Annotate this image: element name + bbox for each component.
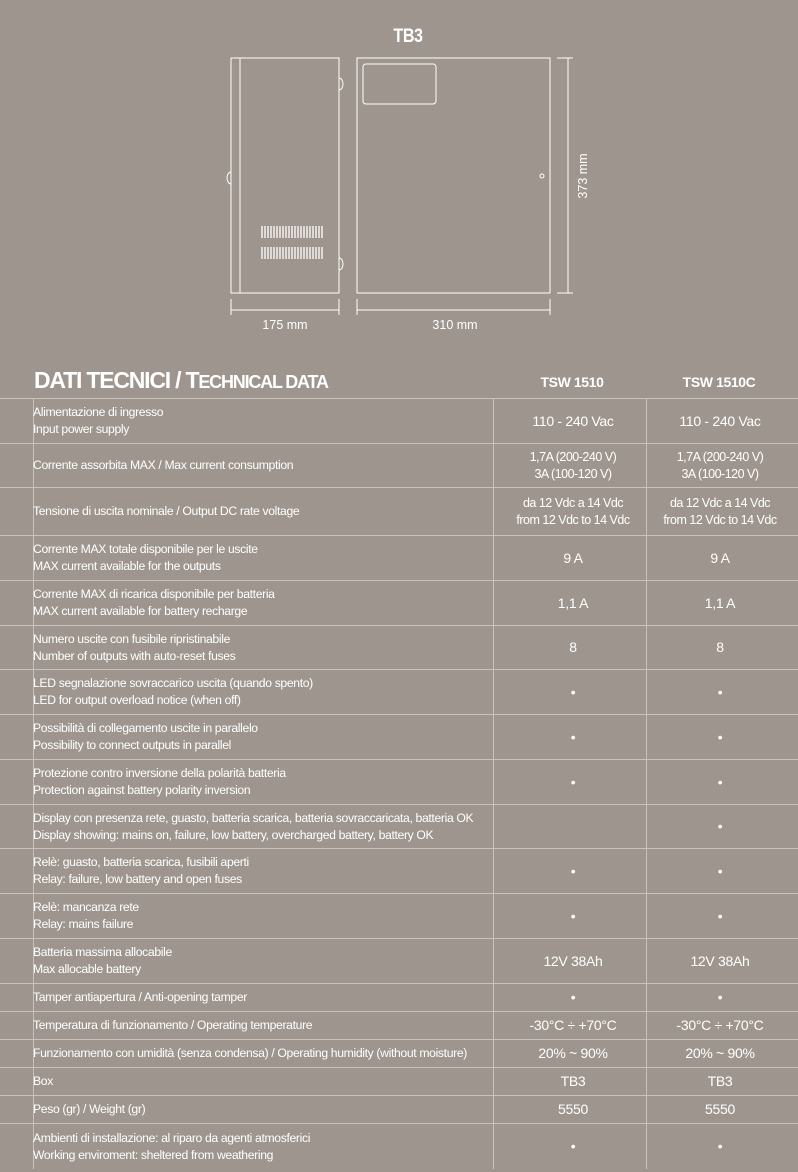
table-row <box>0 893 798 938</box>
row-gutter <box>0 444 34 487</box>
table-row <box>0 580 798 625</box>
technical-data-header <box>0 364 798 398</box>
table-row <box>0 714 798 759</box>
value-tsw1510c <box>647 581 793 625</box>
row-label-it: Corrente MAX totale disponibile per le uscite <box>33 542 258 556</box>
value-line: • <box>570 989 576 1005</box>
table-row <box>0 487 798 535</box>
row-label <box>33 715 494 759</box>
value-tsw1510c <box>647 1124 793 1169</box>
row-label <box>33 805 494 848</box>
value-tsw1510c <box>647 760 793 804</box>
row-gutter <box>0 760 34 804</box>
value-line: TB3 <box>560 1073 586 1089</box>
value-line: • <box>570 907 576 924</box>
value-line: 1,1 A <box>704 594 736 611</box>
value-line: from 12 Vdc to 14 Vdc <box>663 512 777 527</box>
value-tsw1510c <box>647 715 793 759</box>
value-line: • <box>717 1138 723 1154</box>
value-tsw1510 <box>500 984 647 1011</box>
value-tsw1510c <box>647 984 793 1011</box>
table-row <box>0 535 798 580</box>
table-row <box>0 1123 798 1169</box>
row-label-it: Corrente assorbita MAX / Max current consumption <box>33 458 294 472</box>
value-tsw1510c <box>647 488 793 535</box>
table-row <box>0 1039 798 1067</box>
row-label-it: Batteria massima allocabile <box>33 945 172 959</box>
value-line: 5550 <box>705 1101 735 1117</box>
row-gutter <box>0 536 34 580</box>
value-line: 9 A <box>710 549 730 566</box>
row-gutter <box>0 1096 34 1123</box>
value-tsw1510c <box>647 805 793 848</box>
row-label <box>33 626 494 669</box>
value-tsw1510 <box>500 1068 647 1095</box>
row-label-it: Numero uscite con fusibile ripristinabile <box>33 631 230 646</box>
table-row <box>0 983 798 1011</box>
value-tsw1510c <box>647 536 793 580</box>
value-line: 3A (100-120 V) <box>534 466 612 481</box>
value-line: 110 - 240 Vac <box>679 412 761 429</box>
row-label <box>33 1040 494 1067</box>
row-gutter <box>0 805 34 848</box>
value-line: • <box>717 989 723 1005</box>
value-line: 3A (100-120 V) <box>681 466 759 481</box>
value-line: TB3 <box>707 1073 733 1089</box>
table-row <box>0 759 798 804</box>
value-tsw1510c <box>647 1040 793 1067</box>
row-label <box>33 894 494 938</box>
value-line: 1,7A (200-240 V) <box>529 449 617 464</box>
row-label <box>33 488 494 535</box>
row-label-en: LED for output overload notice (when off) <box>33 693 241 707</box>
depth-label: 310 mm <box>432 318 478 332</box>
value-line: • <box>570 773 576 790</box>
value-tsw1510 <box>500 626 647 669</box>
value-tsw1510 <box>500 849 647 893</box>
value-line: 110 - 240 Vac <box>532 412 614 429</box>
row-gutter <box>0 939 34 983</box>
value-tsw1510 <box>500 715 647 759</box>
value-line: 12V 38Ah <box>690 952 750 969</box>
table-row <box>0 398 798 443</box>
value-line: 20% ~ 90% <box>538 1045 608 1061</box>
table-row <box>0 1067 798 1095</box>
row-gutter <box>0 984 34 1011</box>
value-line: 9 A <box>563 549 583 566</box>
row-label-it: Relè: mancanza rete <box>33 900 139 914</box>
value-line: 5550 <box>558 1101 588 1117</box>
row-gutter <box>0 1124 34 1169</box>
column-header-tsw1510c: TSW 1510C <box>682 374 756 390</box>
row-label-it: Temperatura di funzionamento / Operating temperature <box>33 1018 313 1032</box>
value-line: • <box>717 683 723 700</box>
row-label-it: Corrente MAX di ricarica disponibile per batteria <box>33 587 275 601</box>
row-label <box>33 984 494 1011</box>
value-tsw1510c <box>647 1012 793 1039</box>
value-tsw1510 <box>500 1012 647 1039</box>
value-tsw1510c <box>647 444 793 487</box>
row-label <box>33 536 494 580</box>
row-label-it: Relè: guasto, batteria scarica, fusibili aperti <box>33 855 249 869</box>
width-label: 175 mm <box>262 318 308 332</box>
row-label-en: Display showing: mains on, failure, low battery, overcharged battery, battery OK <box>33 827 434 842</box>
table-row <box>0 848 798 893</box>
value-line: • <box>717 728 723 745</box>
row-label-it: Tamper antiapertura / Anti-opening tamper <box>33 990 247 1004</box>
row-label-it: Display con presenza rete, guasto, batteria scarica, batteria sovraccaricata, batteria OK <box>33 810 474 825</box>
row-label <box>33 939 494 983</box>
height-label: 373 mm <box>576 153 590 199</box>
row-label-en: Number of outputs with auto-reset fuses <box>33 648 236 663</box>
drawing-labels <box>0 0 798 350</box>
table-row <box>0 1095 798 1123</box>
row-label <box>33 1012 494 1039</box>
row-label <box>33 1096 494 1123</box>
row-label <box>33 670 494 714</box>
row-gutter <box>0 1068 34 1095</box>
value-line: • <box>570 862 576 879</box>
value-tsw1510 <box>500 939 647 983</box>
value-tsw1510 <box>500 488 647 535</box>
row-label-it: Box <box>33 1074 53 1088</box>
value-line: 20% ~ 90% <box>685 1045 755 1061</box>
row-label-it: Funzionamento con umidità (senza condensa) / Operating humidity (without moisture) <box>33 1046 467 1060</box>
row-label-en: Relay: failure, low battery and open fuses <box>33 872 242 886</box>
value-tsw1510 <box>500 536 647 580</box>
title-part1: DATI TECNICI / T <box>34 367 199 393</box>
value-tsw1510 <box>500 581 647 625</box>
row-gutter <box>0 670 34 714</box>
row-label <box>33 760 494 804</box>
row-label-en: Possibility to connect outputs in parallel <box>33 738 232 752</box>
value-line: 1,1 A <box>557 594 589 611</box>
row-label <box>33 444 494 487</box>
value-tsw1510 <box>500 760 647 804</box>
value-tsw1510 <box>500 1040 647 1067</box>
row-label-it: Alimentazione di ingresso <box>33 405 164 419</box>
table-row <box>0 625 798 669</box>
row-gutter <box>0 1012 34 1039</box>
value-line: • <box>570 683 576 700</box>
value-tsw1510 <box>500 670 647 714</box>
value-tsw1510c <box>647 1068 793 1095</box>
value-line: 1,7A (200-240 V) <box>676 449 764 464</box>
row-label <box>33 399 494 443</box>
row-label-it: LED segnalazione sovraccarico uscita (quando spento) <box>33 676 313 690</box>
table-row <box>0 804 798 848</box>
technical-data-title <box>34 364 328 398</box>
row-gutter <box>0 849 34 893</box>
row-label <box>33 849 494 893</box>
value-tsw1510c <box>647 939 793 983</box>
row-gutter <box>0 581 34 625</box>
value-tsw1510 <box>500 894 647 938</box>
value-line: da 12 Vdc a 14 Vdc <box>522 495 624 510</box>
value-line: 8 <box>569 639 577 655</box>
value-tsw1510 <box>500 444 647 487</box>
value-tsw1510 <box>500 1124 647 1169</box>
row-gutter <box>0 894 34 938</box>
row-label-it: Peso (gr) / Weight (gr) <box>33 1102 146 1116</box>
table-row <box>0 669 798 714</box>
value-tsw1510c <box>647 626 793 669</box>
row-label-it: Possibilità di collegamento uscite in parallelo <box>33 721 258 735</box>
table-row <box>0 443 798 487</box>
row-label-it: Protezione contro inversione della polarità batteria <box>33 766 286 780</box>
row-gutter <box>0 626 34 669</box>
value-line: • <box>717 818 723 834</box>
value-line: -30°C ÷ +70°C <box>676 1017 764 1033</box>
column-header-tsw1510: TSW 1510 <box>540 374 604 390</box>
row-label <box>33 581 494 625</box>
row-label-it: Ambienti di installazione: al riparo da agenti atmosferici <box>33 1130 311 1145</box>
row-gutter <box>0 399 34 443</box>
row-label <box>33 1068 494 1095</box>
value-tsw1510 <box>500 399 647 443</box>
value-line: 8 <box>716 639 724 655</box>
value-line: from 12 Vdc to 14 Vdc <box>516 512 630 527</box>
value-line: • <box>570 1138 576 1154</box>
row-label <box>33 1124 494 1169</box>
value-line: -30°C ÷ +70°C <box>529 1017 617 1033</box>
spec-table <box>0 398 798 1169</box>
value-line: • <box>717 862 723 879</box>
row-gutter <box>0 715 34 759</box>
table-row <box>0 938 798 983</box>
value-tsw1510c <box>647 849 793 893</box>
row-gutter <box>0 488 34 535</box>
row-label-it: Tensione di uscita nominale / Output DC rate voltage <box>33 504 300 518</box>
row-gutter <box>0 1040 34 1067</box>
row-label-en: Protection against battery polarity inversion <box>33 783 251 797</box>
value-tsw1510c <box>647 894 793 938</box>
value-line: 12V 38Ah <box>543 952 603 969</box>
value-tsw1510c <box>647 670 793 714</box>
value-line: • <box>717 773 723 790</box>
value-tsw1510c <box>647 1096 793 1123</box>
row-label-en: Working enviroment: sheltered from weathering <box>33 1147 274 1162</box>
row-label-en: Max allocable battery <box>33 962 141 976</box>
value-tsw1510c <box>647 399 793 443</box>
value-tsw1510 <box>500 1096 647 1123</box>
title-part2: ECHNICAL DATA <box>198 372 328 392</box>
row-label-en: MAX current available for the outputs <box>33 559 221 573</box>
drawing-title: TB3 <box>393 26 423 47</box>
value-line: da 12 Vdc a 14 Vdc <box>669 495 771 510</box>
table-row <box>0 1011 798 1039</box>
row-label-en: Input power supply <box>33 422 130 436</box>
value-line: • <box>570 728 576 745</box>
value-tsw1510 <box>500 805 647 848</box>
row-label-en: Relay: mains failure <box>33 917 134 931</box>
value-line: • <box>717 907 723 924</box>
row-label-en: MAX current available for battery recharge <box>33 604 248 618</box>
